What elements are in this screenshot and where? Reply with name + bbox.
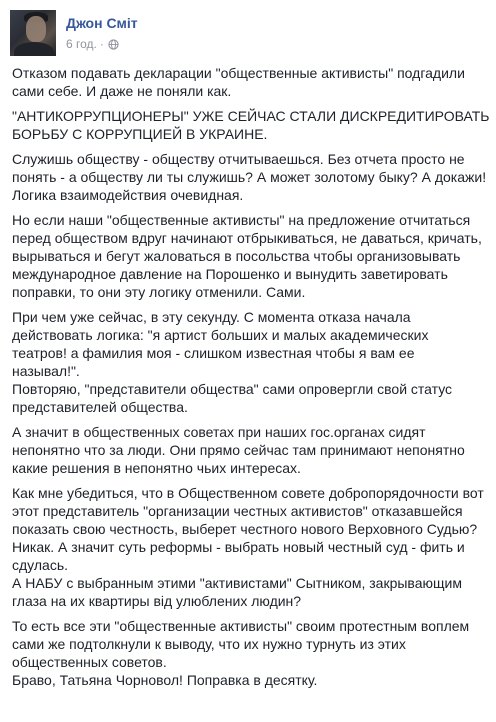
avatar[interactable]: [10, 10, 56, 56]
post-text-line: Логика взаимодействия очевидная.: [12, 187, 244, 203]
post-text-line: общественных советов.: [12, 654, 167, 670]
avatar-shoulders: [14, 42, 54, 56]
post-meta: [66, 36, 119, 52]
post-body: [12, 64, 488, 696]
post-text-line: поправки, то они эту логику отменили. Сами.: [12, 284, 306, 300]
post-paragraph: [12, 64, 488, 100]
meta-separator: ·: [99, 37, 104, 51]
post-paragraph: [12, 150, 488, 204]
post-text-line: "АНТИКОРРУПЦИОНЕРЫ" УЖЕ СЕЙЧАС СТАЛИ ДИСКРЕДИТИРОВАТЬ: [12, 108, 490, 124]
post-text-line: международное давление на Порошенко и вынудить заветировать: [12, 266, 448, 282]
post-header: [10, 10, 486, 56]
post-text-line: театров! а фамилия моя - слишком известная чтобы я вам ее: [12, 345, 415, 361]
post-paragraph: [12, 107, 488, 143]
post-text-line: Но если наши "общественные активисты" на предложение отчитаться: [12, 212, 471, 228]
post-text-line: Отказом подавать декларации "общественные активисты" подгадили: [12, 65, 465, 81]
post-text-line: БОРЬБУ С КОРРУПЦИЕЙ В УКРАИНЕ.: [12, 126, 268, 142]
post-text-line: глаза на их квартиры від улюблених людин?: [12, 593, 302, 609]
post-text-line: А значит в общественных советах при наших гос.органах сидят: [12, 424, 426, 440]
post-text-line: Как мне убедиться, что в Общественном совете добропорядочности вот: [12, 485, 484, 501]
post-text-line: сами себе. И даже не поняли как.: [12, 83, 232, 99]
post-text-line: вырываться и бегут жаловаться в посольства чтобы организовывать: [12, 248, 461, 264]
post-paragraph: [12, 423, 488, 477]
post-text-line: сами же подтолкнули к выводу, что их нужно турнуть из этих: [12, 636, 406, 652]
post-text-line: перед обществом вдруг начинают отбрыкиваться, не даваться, кричать,: [12, 230, 482, 246]
post-text-line: понять - а обществу ли ты служишь? А может золотому быку? А докажи!: [12, 169, 487, 185]
post-text-line: показать свою честность, выберет честного нового Верховного Судью?: [12, 521, 478, 537]
globe-icon[interactable]: [108, 39, 119, 50]
post-timestamp[interactable]: 6 год.: [66, 37, 97, 51]
post-text-line: Браво, Татьяна Чорновол! Поправка в десятку.: [12, 672, 318, 688]
post-paragraph: [12, 308, 488, 416]
author-name-link[interactable]: Джон Сміт: [66, 15, 138, 31]
post-paragraph: [12, 617, 488, 689]
avatar-face: [26, 16, 46, 42]
post-text-line: какие решения в непонятно чьих интересах.: [12, 460, 301, 476]
post-text-line: Повторяю, "представители общества" сами опровергли свой статус: [12, 381, 453, 397]
post-text-line: действовать логика: "я артист больших и малых академических: [12, 327, 429, 343]
post-text-line: называл!".: [12, 363, 80, 379]
post-text-line: представителей общества.: [12, 399, 188, 415]
post-text-line: То есть все эти "общественные активисты" своим протестным воплем: [12, 618, 470, 634]
post-text-line: непонятно что за люди. Они прямо сейчас там принимают непонятно: [12, 442, 465, 458]
post-text-line: Служишь обществу - обществу отчитываешься. Без отчета просто не: [12, 151, 465, 167]
post-text-line: Никак. А значит суть реформы - выбрать новый честный суд - фить и: [12, 539, 465, 555]
post-paragraph: [12, 484, 488, 610]
post-text-line: При чем уже сейчас, в эту секунду. С момента отказа начала: [12, 309, 411, 325]
post-text-line: А НАБУ с выбранным этими "активистами" Сытником, закрывающим: [12, 575, 462, 591]
post-paragraph: [12, 211, 488, 301]
post-text-line: этот представитель "организации честных активистов" отказавшейся: [12, 503, 463, 519]
post-text-line: сдулась.: [12, 557, 68, 573]
